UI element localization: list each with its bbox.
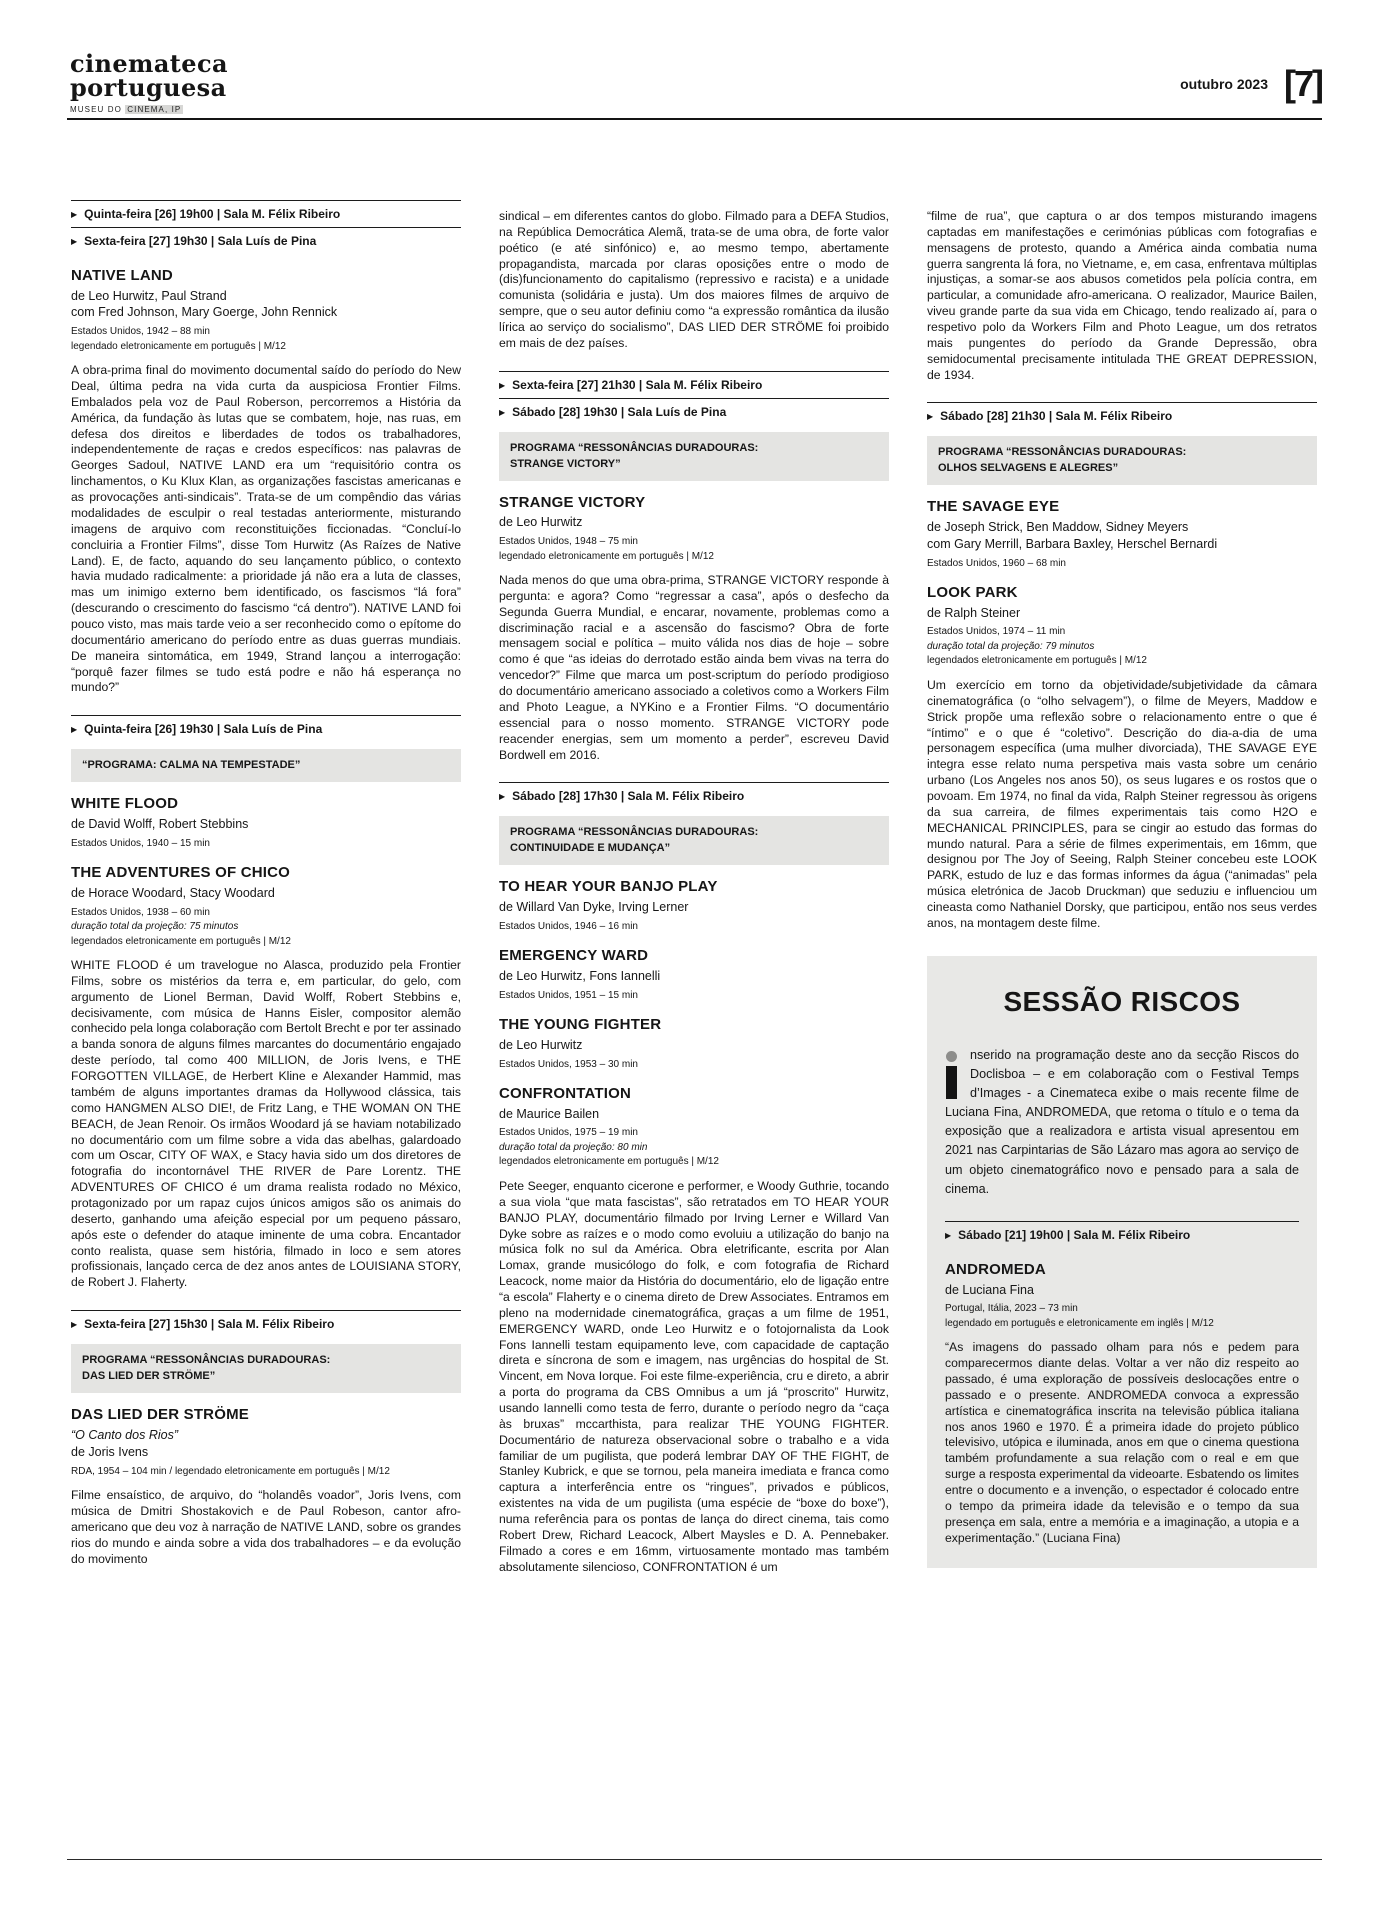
play-marker-icon: ▶ [499,792,506,802]
column-3 [927,200,1317,1568]
film-title: STRANGE VICTORY [499,493,646,511]
body-paragraph: Um exercício em torno da objetividade/subjetividade da câmara cinematográfica (o “olho selvagem”), o filme de Meyers, Maddow e Strick propõe uma reflexão sobre o relacionamento entre o que é “íntimo” e o que é “coletivo”. Descrição do dia-a-dia de uma personagem específica (uma mulher divorciada), THE SAVAGE EYE integra esse relato numa perspetiva mais vasta sobre um cenário urbano (Los Angeles nos anos 50), os seus lugares e os rostos que o povoam. Em 1974, no final da vida, Ralph Steiner regressou às origens da sua carreira, de filmes experimentais tais como H2O e MECHANICAL PRINCIPLES, para se cingir ao estudo das formas do mundo natural. Para a série de filmes experimentais, em 16mm, que designou por The Joy of Seeing, Ralph Steiner concebeu este LOOK PARK, estudo de luz e das formas informes da água (“animadas” pela música eletrónica de Jacob Druckman) que seduziu e influenciou um cineasta como Nathaniel Dorsky, que participou, então nos seus verdes anos, na montagem deste filme. [927,677,1317,930]
film-entry [945,1261,1299,1331]
film-credit-line: de Leo Hurwitz, Fons Iannelli [499,968,661,983]
issue-date: outubro 2023 [1180,76,1268,93]
film-title: EMERGENCY WARD [499,947,649,965]
session-line [499,398,889,425]
film-meta-line: legendado em português e eletronicamente em inglês | M/12 [945,1317,1214,1329]
page-number: [7] [1284,63,1322,104]
film-meta-line: Estados Unidos, 1942 – 88 min [71,326,210,338]
film-credit-line: com Fred Johnson, Mary Goerge, John Rennick [71,305,338,320]
film-meta-lines [71,1465,461,1480]
film-entry [71,864,461,949]
logo-subtitle [70,105,228,114]
film-credit-line: de David Wolff, Robert Stebbins [71,816,249,831]
film-meta-lines [71,906,461,950]
film-meta-line: Estados Unidos, 1938 – 60 min [71,906,210,918]
play-marker-icon: ▶ [499,380,506,390]
film-title: THE ADVENTURES OF CHICO [71,864,291,882]
session-line [499,371,889,398]
program-title-line: CONTINUIDADE E MUDANÇA” [510,842,671,855]
film-credit-line: de Leo Hurwitz [499,515,583,530]
film-title: THE SAVAGE EYE [927,498,1060,516]
film-meta-line: legendados eletronicamente em português | M/12 [927,655,1147,667]
session-line [945,1221,1299,1248]
film-meta-line: legendados eletronicamente em português | M/12 [71,935,291,947]
film-entry [499,1085,889,1170]
film-entry [927,498,1317,571]
program-title-line: OLHOS SELVAGENS E ALEGRES” [938,462,1119,475]
film-meta-line: Estados Unidos, 1975 – 19 min [499,1127,638,1139]
body-paragraph: “filme de rua”, que captura o ar dos tempos misturando imagens captadas em manifestações e cerimónias públicas com fotografias e mensagens de protesto, quando a América ainda combatia numa guerra sangrenta lá fora, no Vietname, e, em casa, enfrentava múltiplas injustiças, a somar-se aos abusos cometidos pela polícia contra, em particular, a comunidade afro-americana. O realizador, Maurice Bailen, viveu grande parte da sua vida em Chicago, tendo realizado aí, para o respetivo polo da Workers Film and Photo League, um dos retratos mais pungentes do período da Grande Depressão, obra semidocumental precisamente intitulada THE GREAT DEPRESSION, de 1934. [927,209,1317,382]
body-paragraph: Pete Seeger, enquanto cicerone e performer, e Woody Guthrie, tocando a sua viola “que mata fascistas”, são retratados em TO HEAR YOUR BANJO PLAY, documentário filmado por Irving Lerner e Willard Van Dyke sobre as raízes e o modo como evoluiu a utilização do banjo na música folk no sul da América. Obra eletrificante, escrita por Alan Lomax, grande musicólogo do folk, e com fotografia de Richard Leacock, nome maior da História do documentário, elo de ligação entre “a escola” Flaherty e o cinema direto de Drew Associates. Entramos em pleno na modernidade cinematográfica, graças a um filme de 1951, EMERGENCY WARD, onde Leo Hurwitz e o fotojornalista da Look Fons Iannelli testam equipamento leve, com capacidade de captação direta e síncrona de som e imagem, nas urgências do hospital de St. Vincent, em Nova Iorque. Foi este filme-experiência, cru e direto, a abrir a porta do programa da CBS Omnibus a um já “proscrito” Hurwitz, usando Iannelli como testa de ferro, durante o período negro da “caça às bruxas” mccarthista, para realizar THE YOUNG FIGHTER. Documentário de natureza observacional sobre o trabalho e a vida familiar de um pugilista, que poderá lembrar DAY OF THE FIGHT, de Stanley Kubrick, e que se tornou, pela maneira imediata e franca como captura a interferência entre os “ringues”, privados e públicos, existentes na vida de um pugilista (uma espécie de “boxe do boxe”), numa referência para os pontas de lança do direct cinema, tais como Robert Drew, Richard Leacock, Albert Maysles e D. A. Pennebaker. Filmado a cores e em 16mm, virtuosamente montado mas também absolutamente silencioso, CONFRONTATION é um [499,1178,889,1574]
film-meta-line: duração total da projeção: 75 minutos [71,921,239,933]
program-title-line: STRANGE VICTORY” [510,457,621,470]
film-meta-lines [499,1058,889,1073]
body-paragraph: sindical – em diferentes cantos do globo. Filmado para a DEFA Studios, na República Democrática Alemã, trata-se de uma obra, de forte valor poético (e até sinfónico) e, ao mesmo tempo, abertamente propagandista, marcada por claras oposições entre o modo de (dis)funcionamento do capitalismo (repressivo e racista) e a unidade comunista (solidária e justa). Um dos maiores filmes de arquivo de sempre, que o seu autor definiu como “a expressão romântica da ilusão lírica ao serviço do socialismo”, DAS LIED DER STRÖME foi proibido em mais de dez países. [499,209,889,350]
logo-subtitle-prefix: MUSEU DO [70,104,122,114]
session-line [71,1310,461,1337]
session-line [71,715,461,742]
body-paragraph: A obra-prima final do movimento documental saído do período do New Deal, última pedra na vida curta da auspiciosa Frontier Films. Embalados pela voz de Paul Roberson, percorremos a História da América, da fundação às lutas que se combatem, hoje, nas ruas, em defesa dos direitos e liberdades de todos os trabalhadores, independentemente de raças e credos específicos: nas palavras de Georges Sadoul, NATIVE LAND era um “requisitório contra os linchamentos, o Ku Klux Klan, as organizações fascistas americanas e as provocações anti-sindicais”. Trata-se de um compêndio das várias modalidades de esculpir o real testadas anteriormente, misturando imagens de arquivo com reconstituições ficcionadas. “Concluí-lo concluiria a Frontier Films”, disse Tom Hurwitz (As Raízes de Native Land). E, de facto, aquando do seu lançamento público, o contexto havia mudado radicalmente: a prioridade já não era a luta de classes, mas um inimigo externo bem identificado, os fascismos “lá fora” (descurando o crescimento do fascismo “cá dentro”). NATIVE LAND foi pouco visto, mas mais tarde veio a ser reconhecido como o epítome do documentário americano do período entre as duas guerras mundiais. De maneira sintomática, em 1949, Strand lançou a interrogação: “porquê fazer filmes se tudo está podre e não há esperança no mundo?” [71,363,461,695]
program-box [927,436,1317,485]
column-1 [71,200,461,1586]
film-meta-line: Portugal, Itália, 2023 – 73 min [945,1303,1078,1315]
column-2 [499,200,889,1594]
program-title-line: PROGRAMA “RESSONÂNCIAS DURADOURAS: [938,446,1187,459]
film-title: NATIVE LAND [71,267,173,284]
cinemateca-logo [70,49,228,114]
session-datetime-venue: Quinta-feira [26] 19h00 | Sala M. Félix Ribeiro [84,207,341,221]
film-meta-line: duração total da projeção: 80 min [499,1141,648,1153]
body-paragraph: “As imagens do passado olham para nós e pedem para comparecermos diante delas. Voltar a ver não diz respeito ao passado, é uma exploração de possíveis deslocações entre o passado e o presente. ANDROMEDA convoca a expressão artística e cinematográfica inscrita na televisão pública italiana nos anos 1960 e 1970. É a primeira idade do projeto público televisivo, utópica e iluminada, anos em que o cinema questiona também profundamente a sua relação com o real e em que surge a resposta experimental da videoarte. Esbatendo os limites entre o documento e a invenção, o espectador é colocado entre o tempo da primeira idade da televisão e o tempo da sua presença em sala, entre a memória e a imaginação, a utopia e a experimentação.” (Luciana Fina) [945,1340,1299,1545]
film-meta-line: Estados Unidos, 1953 – 30 min [499,1058,638,1070]
play-marker-icon: ▶ [71,210,78,219]
program-title-line: PROGRAMA “RESSONÂNCIAS DURADOURAS: [510,441,759,454]
header-right [1180,63,1322,104]
logo-subtitle-highlight: CINEMA, IP [127,104,182,114]
program-title-line: PROGRAMA “RESSONÂNCIAS DURADOURAS: [82,1354,331,1367]
session-datetime-venue: Sexta-feira [27] 19h30 | Sala Luís de Pina [84,234,317,248]
program-box [499,432,889,481]
film-entry [71,795,461,851]
session-datetime-venue: Sexta-feira [27] 15h30 | Sala M. Félix Ribeiro [84,1317,335,1332]
play-marker-icon: ▶ [71,1320,78,1330]
riscos-panel [927,956,1317,1569]
film-entry [499,878,889,934]
film-meta-line: Estados Unidos, 1960 – 68 min [927,557,1066,569]
play-marker-icon: ▶ [927,412,934,422]
film-title: ANDROMEDA [945,1260,1046,1278]
film-title: DAS LIED DER STRÖME [71,1405,249,1423]
play-marker-icon: ▶ [71,725,78,735]
program-box [71,1344,461,1393]
film-credit-line: de Leo Hurwitz [499,1037,583,1052]
film-meta-line: Estados Unidos, 1948 – 75 min [499,536,638,548]
film-meta-line: legendado eletronicamente em português | M/12 [71,340,286,352]
session-line [927,402,1317,429]
session-datetime-venue: Sexta-feira [27] 21h30 | Sala M. Félix Ribeiro [512,377,763,392]
film-entry [499,1016,889,1072]
dropcap-dot [946,1051,957,1062]
film-meta-lines [927,625,1317,669]
session-datetime-venue: Sábado [21] 19h00 | Sala M. Félix Ribeiro [958,1227,1191,1242]
film-credit-line: de Maurice Bailen [499,1106,600,1121]
film-credit-line: de Luciana Fina [945,1282,1034,1297]
panel-intro-paragraph: nserido na programação deste ano da secção Riscos do Doclisboa – e em colaboração com o Festival Temps d’Images - a Cinemateca exibe o mais recente filme de Luciana Fina, ANDROMEDA, que retoma o título e o tema da exposição que a realizadora e artista visual apresentou em 2021 nas Carpintarias de São Lázaro mas agora ao serviço de um objeto cinematográfico novo e pensado para a sala de cinema. [945,1047,1299,1196]
session-line [71,200,461,227]
section-title: SESSÃO RISCOS [1003,985,1241,1017]
film-title: TO HEAR YOUR BANJO PLAY [499,878,718,896]
logo-line-2: portuguesa [70,73,227,103]
film-meta-line: Estados Unidos, 1974 – 11 min [927,626,1066,638]
film-meta-line: legendados eletronicamente em português | M/12 [499,1156,719,1168]
film-meta-lines [499,989,889,1004]
page-header [70,49,1322,114]
dropcap-letter-i [946,1051,961,1099]
session-datetime-venue: Quinta-feira [26] 19h30 | Sala Luís de Pina [84,722,323,737]
film-title: LOOK PARK [927,584,1018,602]
film-credit-line: de Joseph Strick, Ben Maddow, Sidney Meyers [927,520,1189,535]
play-marker-icon: ▶ [71,237,78,246]
film-entry [499,947,889,1003]
body-paragraph: Nada menos do que uma obra-prima, STRANGE VICTORY responde à pergunta: e agora? Como “regressar a casa”, após o desfecho da Segunda Guerra Mundial, e encarar, novamente, problemas como a discriminação racial e a ascensão do fascismo? Obra de forte mensagem social e política – muito válida nos dias de hoje – sobre como é que “as ideias do derrotado estão ainda bem vivas na terra do vencedor?” Filme que marca um post-scriptum do período prodigioso do documentário americano associado a coletivos como a Workers Film and Photo League, a NYKino e a Frontier Films. “O documentário essencial para o nosso momento. STRANGE VICTORY pode reacender energias, sem um momento a perder”, escreveu David Bordwell em 2016. [499,573,889,762]
film-title: CONFRONTATION [499,1085,632,1103]
film-credit-line: de Horace Woodard, Stacy Woodard [71,885,275,900]
film-entry [71,1406,461,1479]
film-meta-line: Estados Unidos, 1940 – 15 min [71,837,210,849]
film-entry [71,267,461,354]
film-credit-line: de Willard Van Dyke, Irving Lerner [499,899,689,914]
program-title-line: DAS LIED DER STRÖME” [82,1370,216,1383]
film-meta-lines [927,557,1317,572]
body-paragraph: Filme ensaístico, de arquivo, do “holandês voador”, Joris Ivens, com música de Dmitri Shostakovich e de Paul Robeson, cantor afro-americano que deu voz à narração de NATIVE LAND, sobre os grandes rios do mundo e ainda sobre a vida dos trabalhadores – e da evolução do movimento [71,1488,461,1566]
body-paragraph: WHITE FLOOD é um travelogue no Alasca, produzido pela Frontier Films, sobre os mistérios da terra e, em particular, do gelo, com argumento de Lionel Berman, David Wolff, Robert Stebbins e, decisivamente, com música de Hanns Eisler, compositor alemão conhecido pela longa colaboração com Bertolt Brecht e por ter assinado a banda sonora de alguns filmes marcantes do documentário engajado deste período, tal como 400 MILLION, de Joris Ivens, e THE FORGOTTEN VILLAGE, de Herbert Kline e Alexander Hammid, mas também de alguns importantes dramas da Hollywood clássica, tais como HANGMEN ALSO DIE!, de Fritz Lang, e THE WOMAN ON THE BEACH, de Jean Renoir. Os irmãos Woodard já se haviam notabilizado no documentário com um filme sobre a vida das abelhas, galardoado com um Oscar, CITY OF WAX, e Stacy havia sido um dos diretores de fotografia do incontornável THE RIVER de Pare Lorentz. THE ADVENTURES OF CHICO é um drama realista rodado no México, protagonizado por um rapaz cujos únicos amigos são os animais do deserto, ganhando uma afeição especial por um pequeno pássaro, após este o defender do ataque iminente de uma cobra. Encantador conto realista, quase sem história, filmado in loco e sem atores profissionais, lançado cerca de dez anos antes de LOUISIANA STORY, de Robert J. Flaherty. [71,958,461,1290]
film-meta-lines [945,1302,1299,1331]
film-meta-line: Estados Unidos, 1951 – 15 min [499,989,638,1001]
footer-rule [67,1859,1322,1860]
film-meta-lines [71,325,461,354]
dropcap-stem [946,1066,957,1099]
film-meta-line: duração total da projeção: 79 minutos [927,640,1095,652]
film-meta-line: RDA, 1954 – 104 min / legendado eletronicamente em português | M/12 [71,1465,390,1477]
session-line [499,782,889,809]
session-line [71,227,461,254]
film-credit-line: de Joris Ivens [71,1444,149,1459]
program-box [499,816,889,865]
film-credit-line: com Gary Merrill, Barbara Baxley, Herschel Bernardi [927,536,1218,551]
program-title-line: PROGRAMA “RESSONÂNCIAS DURADOURAS: [510,826,759,839]
film-title: THE YOUNG FIGHTER [499,1016,662,1034]
film-meta-line: legendado eletronicamente em português | M/12 [499,550,714,562]
film-meta-lines [499,920,889,935]
film-meta-lines [499,535,889,564]
film-title: WHITE FLOOD [71,795,179,813]
program-title-line: “PROGRAMA: CALMA NA TEMPESTADE” [82,759,301,772]
session-datetime-venue: Sábado [28] 21h30 | Sala M. Félix Ribeiro [940,409,1173,424]
logo-line-1: cinemateca [70,49,228,78]
program-box [71,749,461,782]
film-entry [927,584,1317,669]
film-meta-lines [499,1126,889,1170]
content-columns [71,200,1317,1594]
play-marker-icon: ▶ [945,1230,952,1240]
film-credit-line: de Ralph Steiner [927,605,1021,620]
film-meta-lines [71,837,461,852]
header-rule [67,118,1322,120]
play-marker-icon: ▶ [499,407,506,417]
film-meta-line: Estados Unidos, 1946 – 16 min [499,920,638,932]
film-credit-line: de Leo Hurwitz, Paul Strand [71,288,227,303]
film-entry [499,494,889,564]
session-datetime-venue: Sábado [28] 19h30 | Sala Luís de Pina [512,404,727,419]
film-subtitle: “O Canto dos Rios” [71,1427,178,1442]
session-datetime-venue: Sábado [28] 17h30 | Sala M. Félix Ribeiro [512,789,745,804]
